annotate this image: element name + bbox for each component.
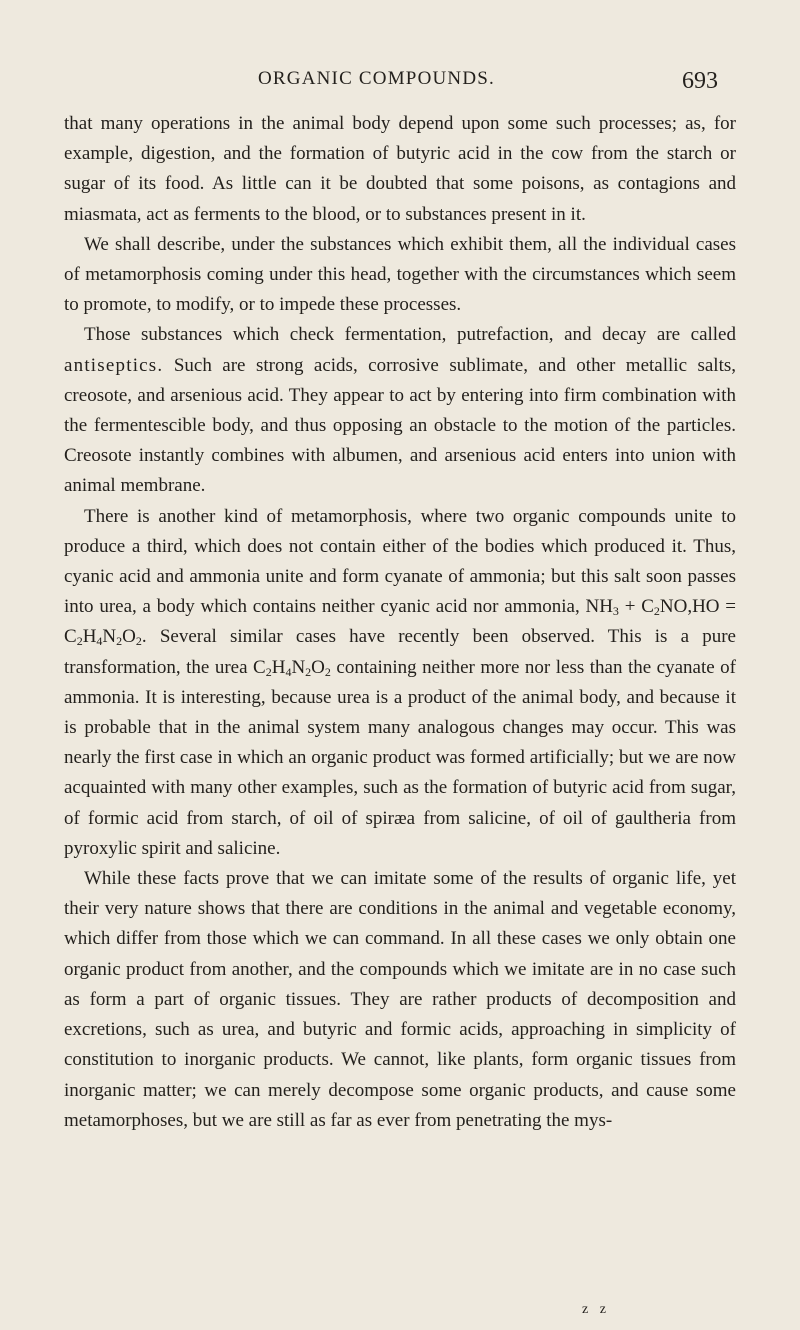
formula-subscript: 4 [285, 664, 292, 679]
body-text [64, 109, 736, 1136]
formula-subscript: 2 [265, 664, 272, 679]
formula-text: N [291, 656, 306, 678]
formula-text: NO,HO = C [64, 596, 737, 648]
formula-subscript: 4 [96, 634, 103, 649]
paragraph-4-text: containing neither more nor less than the cyanate of ammonia. It is interesting, because urea is a product of the animal body, and because it is probable that in the animal system many analogous changes may occur. This was nearly the first case in which an organic product was formed artificially; but we are now acquainted with many other examples, such as the formation of butyric acid from sugar, of formic acid from starch, of oil of spiræa from salicine, of oil of gaultheria from pyroxylic spirit and salicine. [64, 656, 736, 859]
running-title: ORGANIC COMPOUNDS. [258, 68, 495, 89]
formula-subscript: 2 [135, 634, 142, 649]
antiseptics-term: antiseptics. [64, 354, 164, 376]
formula-text: H [271, 656, 286, 678]
paragraph-3-lead: Those substances which check fermentation, putrefaction, and decay are called [84, 324, 736, 346]
paragraph-5: While these facts prove that we can imitate some of the results of organic life, yet their very nature shows that there are conditions in the animal and vegetable economy, which differ from those which we can command. In all these cases we only obtain one organic product from another, and the compounds which we imitate are in no case such as form a part of organic tissues. They are rather products of decomposition and excretions, such as urea, and butyric and formic acids, approaching in simplicity of constitution to inorganic products. We cannot, like plants, form organic tissues from inorganic matter; we can merely decompose some organic products, and cause some metamorphoses, but we are still as far as ever from penetrating the mys- [64, 868, 736, 1131]
paragraph-2: We shall describe, under the substances which exhibit them, all the individual cases of metamorphosis coming under this head, together with the circumstances which seem to promote, to modify, or to impede these processes. [64, 233, 736, 316]
paragraph-1: that many operations in the animal body depend upon some such processes; as, for example, digestion, and the formation of butyric acid in the cow from the starch or sugar of its food. As little can it be doubted that some poisons, as contagions and miasmata, act as ferments to the blood, or to substances present in it. [64, 113, 736, 225]
formula-text: H [82, 626, 97, 648]
paragraph-4-text: There is another kind of metamorphosis, where two organic compounds unite to produce a third, which does not contain either of the bodies which produced it. Thus, cyanic acid and ammonia unite and form cyanate of ammonia; but this salt soon passes into urea, a body which contains neither cyanic acid nor ammonia, NH [64, 505, 736, 618]
paragraph-3 [64, 320, 736, 501]
printer-signature: z z [582, 1302, 610, 1317]
formula-text: N [102, 626, 117, 648]
formula-subscript: 2 [305, 664, 312, 679]
formula-text: O [122, 626, 136, 648]
formula-subscript: 3 [612, 604, 619, 619]
formula-text: + C [618, 596, 654, 618]
page-number: 693 [682, 68, 718, 94]
paragraph-3-rest: Such are strong acids, corrosive sublimate, and other metallic salts, creosote, and arsenious acid. They appear to act by entering into firm combination with the fermentescible body, and thus opposing an obstacle to the motion of the particles. Creosote instantly combines with albumen, and arsenious acid enters into union with animal membrane. [64, 354, 736, 497]
formula-subscript: 2 [116, 634, 123, 649]
paragraph-4-text: . Several similar cases have recently been observed. This is a pure transformation, the urea C [64, 626, 736, 678]
formula-subscript: 2 [653, 604, 660, 619]
formula-text: O [311, 656, 325, 678]
formula-subscript: 2 [324, 664, 331, 679]
page-header [258, 68, 718, 94]
paragraph-4 [64, 502, 736, 864]
formula-subscript: 2 [76, 634, 83, 649]
